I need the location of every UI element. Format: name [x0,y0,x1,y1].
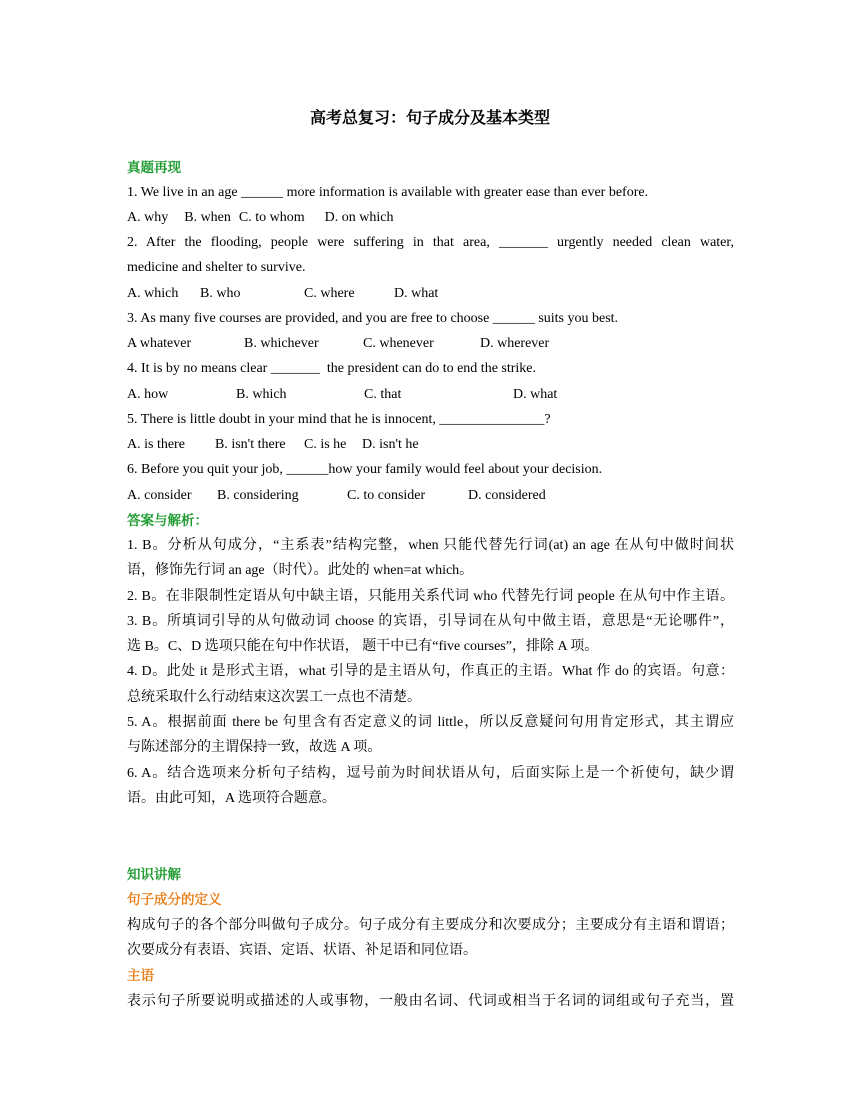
answer-4-line-2: 总统采取什么行动结束这次罢工一点也不清楚。 [127,690,421,705]
option: A. which [127,286,179,301]
answer-6-line-2: 语。由此可知，A 选项符合题意。 [127,791,336,806]
option: A. is there [127,437,185,452]
option: B. isn't there [215,437,286,452]
option: C. to consider [347,488,426,503]
section-heading-real-exam: 真题再现 [127,160,181,176]
option: B. when [184,210,231,225]
option: D. what [394,286,439,301]
question-2-line-2: medicine and shelter to survive. [127,260,306,275]
question-6: 6. Before you quit your job, ______how your family would feel about your decision. [127,462,603,477]
subheading-definition: 句子成分的定义 [127,892,222,908]
question-5: 5. There is little doubt in your mind that he is innocent, _______________? [127,412,551,427]
section-heading-answers: 答案与解析： [127,513,208,529]
answer-1-line-2: 语，修饰先行词 an age（时代）。此处的 when=at which。 [127,563,474,578]
option: D. wherever [480,336,550,351]
option: B. whichever [244,336,319,351]
option: C. that [364,387,402,402]
subheading-subject: 主语 [127,968,154,984]
question-4-text-end: the president can do to end the strike. [319,361,537,376]
question-4-blank: _______ [270,361,320,376]
answer-5-line-1: 5. A。根据前面 there be 句里含有否定意义的词 little，所以反意疑问句用肯定形式，其主谓应 [127,715,734,730]
option: C. where [304,286,355,301]
option: D. considered [468,488,546,503]
question-2-line-1: 2. After the flooding, people were suffering in that area, _______ urgently needed clean water, [127,235,734,250]
question-1-options [127,209,734,227]
answer-1-line-1: 1. B。分析从句成分，“主系表”结构完整，when 只能代替先行词(at) an age 在从句中做时间状 [127,538,734,553]
option: A whatever [127,336,192,351]
definition-line-2: 次要成分有表语、宾语、定语、状语、补足语和同位语。 [127,943,477,958]
option: A. consider [127,488,192,503]
answer-3-line-1: 3. B。所填词引导的从句做动词 choose 的宾语，引导词在从句中做主语，意思是“无论哪件”， [127,614,734,629]
option: C. is he [304,437,347,452]
option: A. why [127,210,169,225]
subject-line-1: 表示句子所要说明或描述的人或事物，一般由名词、代词或相当于名词的词组或句子充当，置 [127,994,734,1009]
answer-5-line-2: 与陈述部分的主谓保持一致，故选 A 项。 [127,740,382,755]
answer-2: 2. B。在非限制性定语从句中缺主语，只能用关系代词 who 代替先行词 people 在从句中作主语。 [127,589,734,604]
answer-4-line-1: 4. D。此处 it 是形式主语，what 引导的是主语从句，作真正的主语。What 作 do 的宾语。句意： [127,664,734,679]
option: B. considering [217,488,299,503]
option: B. which [236,387,287,402]
page-title: 高考总复习：句子成分及基本类型 [309,108,550,127]
question-1: 1. We live in an age ______ more information is available with greater ease than ever before. [127,185,649,200]
definition-line-1: 构成句子的各个部分叫做句子成分。句子成分有主要成分和次要成分；主要成分有主语和谓语； [127,918,734,933]
section-heading-knowledge: 知识讲解 [127,867,181,883]
option: C. whenever [363,336,434,351]
option: B. who [200,286,241,301]
question-4 [127,360,734,378]
option: D. on which [324,210,394,225]
question-4-text-start: 4. It is by no means clear [127,361,271,376]
answer-3-line-2: 选 B。C、D 选项只能在句中作状语， 题干中已有“five courses”，排除 A 项。 [127,639,599,654]
option: A. how [127,387,169,402]
question-3: 3. As many five courses are provided, and you are free to choose ______ suits you best. [127,311,619,326]
option: C. to whom [238,210,305,225]
option: D. isn't he [362,437,419,452]
option: D. what [513,387,558,402]
answer-6-line-1: 6. A。结合选项来分析句子结构，逗号前为时间状语从句，后面实际上是一个祈使句，缺少谓 [127,766,734,781]
